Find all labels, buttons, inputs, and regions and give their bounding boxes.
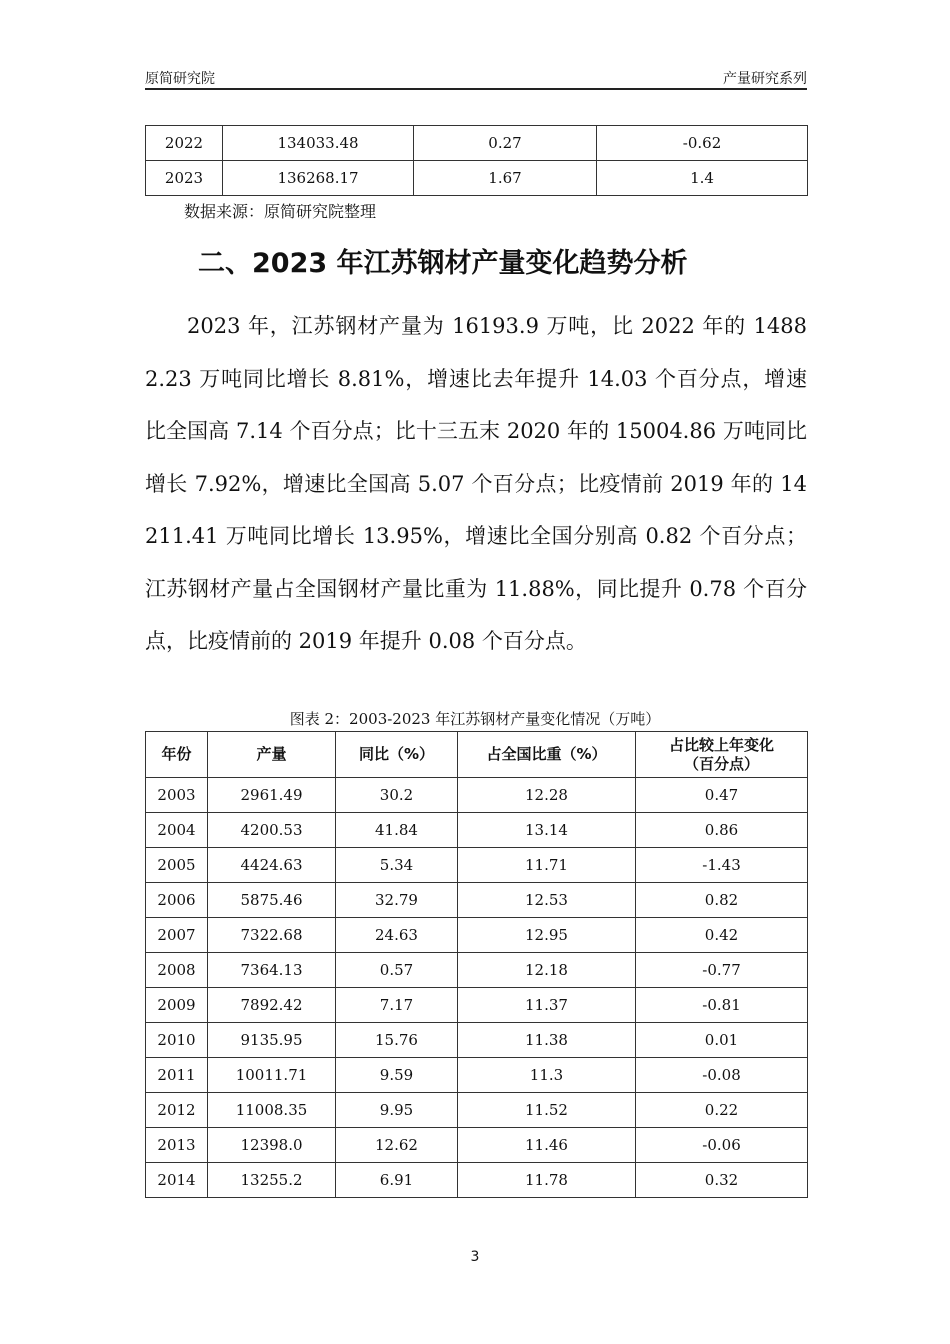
table-cell-output: 4424.63 [208,848,336,883]
table-row [146,1023,808,1058]
section-heading: 二、2023 年江苏钢材产量变化趋势分析 [198,248,688,279]
table-cell-yoy: 1.67 [414,161,597,196]
header-share-change-line1: 占比较上年变化 [668,735,774,754]
table-cell-share: 11.71 [458,848,636,883]
table-cell-yoy: 41.84 [336,813,458,848]
table-cell-year: 2011 [146,1058,208,1093]
table-cell-share: 11.37 [458,988,636,1023]
header-org: 原简研究院 [145,71,215,87]
table-cell-output: 11008.35 [208,1093,336,1128]
table-cell-yoy: 5.34 [336,848,458,883]
table-cell-year: 2013 [146,1128,208,1163]
header-year: 年份 [146,732,208,778]
table-cell-share: 12.53 [458,883,636,918]
table-row [146,161,808,196]
table-cell-yoy: 32.79 [336,883,458,918]
table-cell-output: 13255.2 [208,1163,336,1198]
table-cell-yoy: 24.63 [336,918,458,953]
table-row [146,1093,808,1128]
table-cell-year: 2005 [146,848,208,883]
table-cell-output: 10011.71 [208,1058,336,1093]
table-cell-output: 134033.48 [223,126,414,161]
table-cell-year: 2006 [146,883,208,918]
table-cell-yoy: 9.95 [336,1093,458,1128]
table-cell-output: 7364.13 [208,953,336,988]
page-number: 3 [470,1249,480,1265]
table-cell-share: 12.18 [458,953,636,988]
table-row [146,1163,808,1198]
table-cell-yoy: 7.17 [336,988,458,1023]
table-cell-year: 2023 [146,161,223,196]
table-cell-year: 2014 [146,1163,208,1198]
table-row [146,883,808,918]
table-row [146,778,808,813]
table-cell-share-change: 0.86 [636,813,808,848]
table-row [146,813,808,848]
table-cell-year: 2004 [146,813,208,848]
table-cell-yoy: 0.57 [336,953,458,988]
table-cell-share-change: -0.08 [636,1058,808,1093]
table-cell-output: 7322.68 [208,918,336,953]
table-cell-yoy: 9.59 [336,1058,458,1093]
production-table [145,731,808,1198]
header-yoy: 同比（%） [336,732,458,778]
table-cell-output: 136268.17 [223,161,414,196]
table-cell-share: 11.3 [458,1058,636,1093]
table-cell-change: -0.62 [597,126,808,161]
table-cell-output: 7892.42 [208,988,336,1023]
table-cell-share: 12.28 [458,778,636,813]
table-cell-year: 2003 [146,778,208,813]
table-caption: 图表 2：2003-2023 年江苏钢材产量变化情况（万吨） [289,710,661,728]
table-cell-yoy: 0.27 [414,126,597,161]
table-cell-share-change: 0.82 [636,883,808,918]
data-source-note: 数据来源：原简研究院整理 [184,202,377,221]
table-cell-share: 11.38 [458,1023,636,1058]
table-cell-yoy: 6.91 [336,1163,458,1198]
table-cell-output: 9135.95 [208,1023,336,1058]
table-cell-share-change: 0.32 [636,1163,808,1198]
table-cell-share-change: 0.47 [636,778,808,813]
table-cell-year: 2009 [146,988,208,1023]
production-table-body [146,778,808,1198]
table-cell-year: 2012 [146,1093,208,1128]
table-cell-share: 12.95 [458,918,636,953]
table-cell-yoy: 15.76 [336,1023,458,1058]
continued-table [145,125,808,196]
table-header-row [146,732,808,778]
table-cell-output: 5875.46 [208,883,336,918]
table-cell-output: 4200.53 [208,813,336,848]
analysis-paragraph: 2023 年，江苏钢材产量为 16193.9 万吨，比 2022 年的 14882.23 万吨同比增长 8.81%，增速比去年提升 14.03 个百分点，增速比全国高 7.14 个百分点；比十三五末 2020 年的 15004.86 万吨同比增长 7.92%，增速比全国高 5.07 个百分点；比疫情前 2019 年的 14211.41 万吨同比增长 13.95%，增速比全国分别高 0.82 个百分点；江苏钢材产量占全国钢材产量比重为 11.88%，同比提升 0.78 个百分点，比疫情前的 2019 年提升 0.08 个百分点。 [145,314,807,653]
table-cell-share-change: 0.01 [636,1023,808,1058]
table-cell-output: 12398.0 [208,1128,336,1163]
table-cell-share-change: -1.43 [636,848,808,883]
table-cell-share: 13.14 [458,813,636,848]
table-row [146,1128,808,1163]
header-series: 产量研究系列 [723,71,807,87]
table-cell-share-change: -0.81 [636,988,808,1023]
table-cell-year: 2022 [146,126,223,161]
table-cell-share: 11.78 [458,1163,636,1198]
table-row [146,953,808,988]
table-cell-share: 11.52 [458,1093,636,1128]
header-output: 产量 [208,732,336,778]
table-cell-year: 2010 [146,1023,208,1058]
table-row [146,1058,808,1093]
table-cell-year: 2008 [146,953,208,988]
table-cell-yoy: 30.2 [336,778,458,813]
table-cell-yoy: 12.62 [336,1128,458,1163]
page-header [145,66,807,90]
table-row [146,848,808,883]
table-row [146,918,808,953]
table-cell-share-change: -0.77 [636,953,808,988]
header-share: 占全国比重（%） [458,732,636,778]
table-cell-share-change: 0.42 [636,918,808,953]
table-cell-year: 2007 [146,918,208,953]
table-cell-share-change: 0.22 [636,1093,808,1128]
header-share-change [636,732,808,778]
table-cell-output: 2961.49 [208,778,336,813]
table-cell-change: 1.4 [597,161,808,196]
table-cell-share: 11.46 [458,1128,636,1163]
table-row [146,126,808,161]
header-share-change-line2: （百分点） [683,754,759,773]
table-row [146,988,808,1023]
table-cell-share-change: -0.06 [636,1128,808,1163]
